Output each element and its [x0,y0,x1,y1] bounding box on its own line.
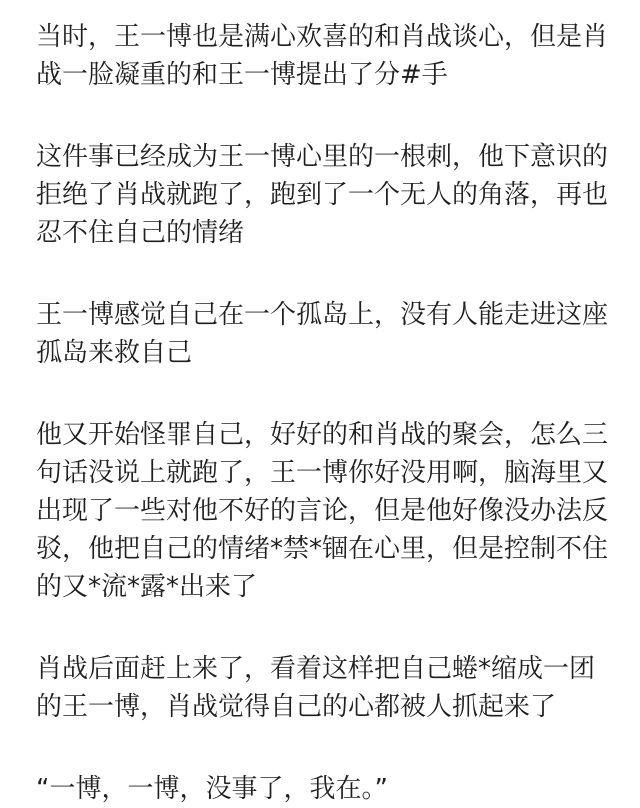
paragraph-4: 他又开始怪罪自己，好好的和肖战的聚会，怎么三句话没说上就跑了，王一博你好没用啊，脑海里又出现了一些对他不好的言论，但是他好像没办法反驳，他把自己的情绪*禁*锢在心里，但是控制不住的又*流*露*出来了 [36,420,609,602]
article-body [36,18,616,808]
paragraph-5: 肖战后面赶上来了，看着这样把自己蜷*缩成一团的王一博，肖战觉得自己的心都被人抓起来了 [36,654,596,722]
paragraph-1: 当时，王一博也是满心欢喜的和肖战谈心，但是肖战一脸凝重的和王一博提出了分#手 [36,22,609,90]
paragraph-2: 这件事已经成为王一博心里的一根刺，他下意识的拒绝了肖战就跑了，跑到了一个无人的角落，再也忍不住自己的情绪 [36,142,609,248]
paragraph-6-quote: “一博，一博，没事了，我在。” [36,774,388,804]
paragraph-3: 王一博感觉自己在一个孤岛上，没有人能走进这座孤岛来救自己 [36,300,609,368]
